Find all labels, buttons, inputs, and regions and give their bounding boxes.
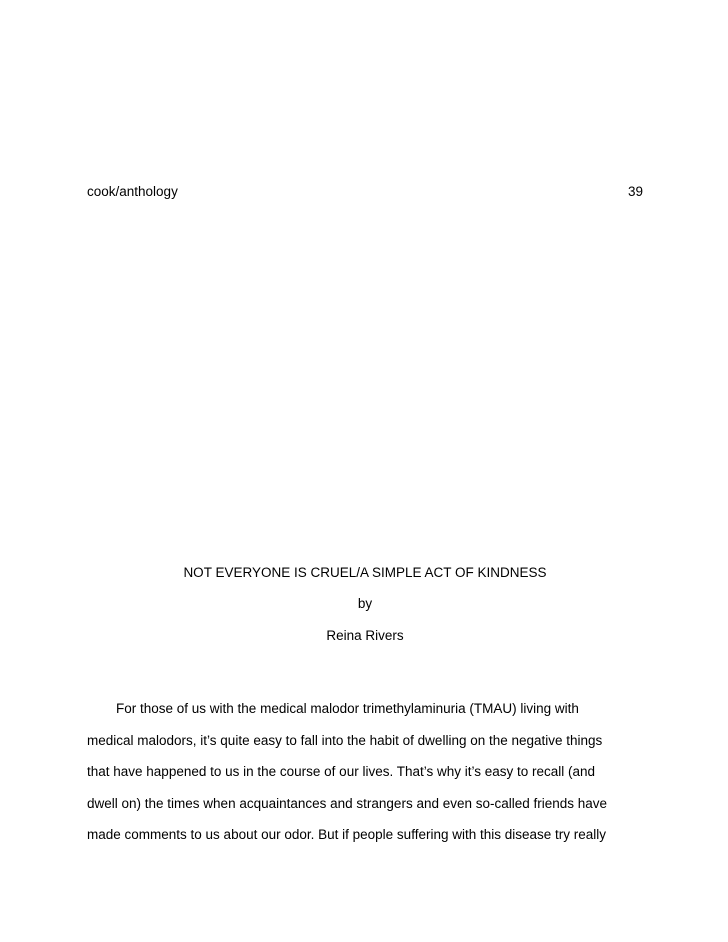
body-paragraph [87, 693, 643, 851]
page-number: 39 [627, 184, 643, 199]
page-header [87, 184, 643, 202]
body-line: dwell on) the times when acquaintances and strangers and even so-called friends have [87, 795, 608, 811]
byline: by [357, 596, 373, 611]
body-line: medical malodors, it’s quite easy to fall into the habit of dwelling on the negative things [87, 732, 603, 748]
running-head: cook/anthology [87, 184, 178, 199]
author-name: Reina Rivers [326, 628, 404, 643]
body-line: For those of us with the medical malodor trimethylaminuria (TMAU) living with [116, 701, 579, 716]
body-line: that have happened to us in the course of our lives. That’s why it’s easy to recall (and [87, 764, 596, 779]
body-line: made comments to us about our odor. But if people suffering with this disease try really [87, 827, 607, 842]
document-title: NOT EVERYONE IS CRUEL/A SIMPLE ACT OF KINDNESS [183, 565, 547, 580]
